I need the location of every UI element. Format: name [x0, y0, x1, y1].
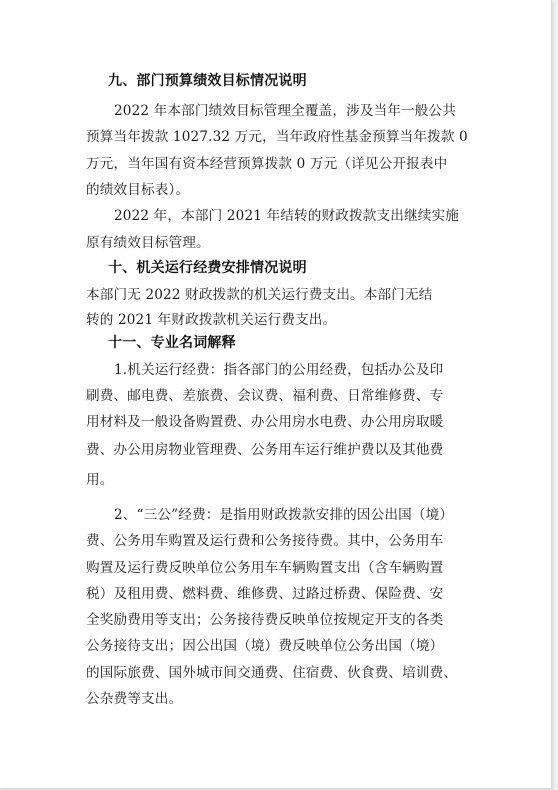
- paragraph-line: 2、“三公”经费：是指用财政拨款安排的因公出国（境）: [114, 507, 454, 523]
- section-heading-performance-goals: 九、部门预算绩效目标情况说明: [108, 73, 307, 89]
- paragraph-line: 费、办公用房物业管理费、公务用车运行维护费以及其他费: [86, 442, 444, 458]
- paragraph-line: 用。: [86, 472, 114, 488]
- paragraph-line: 全奖励费用等支出；公务接待费反映单位按规定开支的各类: [86, 612, 444, 628]
- section-heading-glossary: 十一、专业名词解释: [108, 335, 236, 351]
- paragraph-line: 用材料及一般设备购置费、办公用房水电费、办公用房取暖: [86, 414, 444, 430]
- paragraph-line: 的绩效目标表）。: [86, 182, 190, 198]
- section-heading-operating-expenses: 十、机关运行经费安排情况说明: [108, 260, 307, 276]
- paragraph-line: 刷费、邮电费、差旅费、会议费、福利费、日常维修费、专: [86, 388, 444, 404]
- paragraph-line: 税）及租用费、燃料费、维修费、过路过桥费、保险费、安: [86, 586, 444, 602]
- paragraph-line: 本部门无 2022 财政拨款的机关运行费支出。本部门无结: [86, 287, 433, 303]
- paragraph-line: 2022 年本部门绩效目标管理全覆盖，涉及当年一般公共: [114, 103, 457, 119]
- paragraph-line: 费、公务用车购置及运行费和公务接待费。其中，公务用车: [86, 533, 444, 549]
- paragraph-line: 原有绩效目标管理。: [86, 235, 210, 251]
- paragraph-line: 1.机关运行经费：指各部门的公用经费，包括办公及印: [114, 362, 444, 378]
- paragraph-line: 购置及运行费反映单位公务用车车辆购置支出（含车辆购置: [86, 560, 444, 576]
- paragraph-line: 的国际旅费、国外城市间交通费、住宿费、伙食费、培训费、: [86, 665, 458, 681]
- paragraph-line: 2022 年，本部门 2021 年结转的财政拨款支出继续实施: [114, 208, 459, 224]
- paragraph-line: 公杂费等支出。: [86, 691, 183, 707]
- paragraph-line: 转的 2021 年财政拨款机关运行费支出。: [86, 312, 337, 328]
- paragraph-line: 万元，当年国有资本经营预算拨款 0 万元（详见公开报表中: [86, 156, 448, 172]
- paragraph-line: 公务接待支出；因公出国（境）费反映单位公务出国（境）: [86, 638, 444, 654]
- paragraph-line: 预算当年拨款 1027.32 万元，当年政府性基金预算当年拨款 0: [86, 129, 468, 145]
